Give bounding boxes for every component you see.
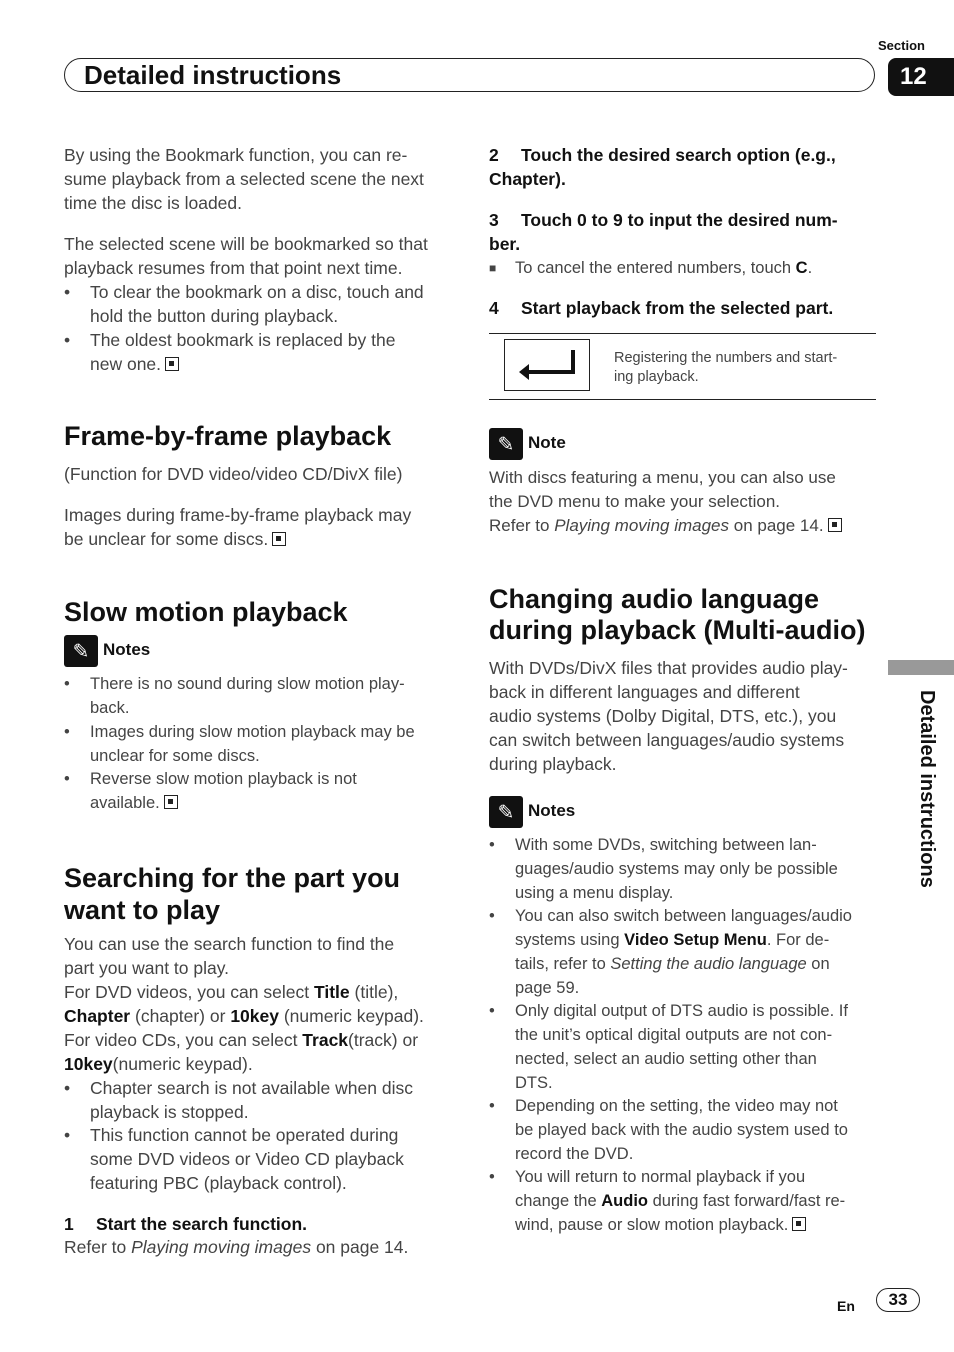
notes-label: Notes (103, 640, 151, 659)
list-item: • You can also switch between languages/audio systems using Video Setup Menu. For de- tails, refer to Setting the audio language on page 59. (489, 907, 852, 997)
list-item: • Chapter search is not available when disc playback is stopped. (64, 1078, 413, 1122)
audio-heading: Changing audio language during playback (Multi-audio) (489, 584, 866, 645)
page-number: 33 (876, 1288, 920, 1312)
list-item: • Only digital output of DTS audio is possible. If the unit’s optical digital outputs are not con- nected, select an audio setting other than DTS. (489, 1002, 848, 1092)
end-mark-icon (164, 795, 178, 809)
audio-paragraph: With DVDs/DivX files that provides audio play- back in different languages and different audio systems (Dolby Digital, DTS, etc.), you can switch between languages/audio systems during playback. (489, 658, 848, 774)
note-label: Note (528, 433, 566, 452)
bookmark-paragraph-2: The selected scene will be bookmarked so that playback resumes from that point next time. (64, 234, 428, 278)
list-item: • Depending on the setting, the video may not be played back with the audio system used to record the DVD. (489, 1097, 848, 1163)
list-item: • You will return to normal playback if you change the Audio during fast forward/fast re- wind, pause or slow motion playback. (489, 1168, 846, 1234)
divider (489, 333, 876, 334)
step-2: 2 Touch the desired search option (e.g., Chapter). (489, 145, 836, 189)
search-heading: Searching for the part you want to play (64, 863, 401, 925)
language-label: En (837, 1298, 855, 1314)
notes-label: Notes (528, 801, 576, 820)
enter-key-box (504, 339, 590, 391)
step-4: 4 Start playback from the selected part. (489, 298, 834, 318)
section-number-tab: 12 (888, 58, 954, 96)
list-item: ■ To cancel the entered numbers, touch C. (489, 259, 813, 277)
frame-paragraph-1: (Function for DVD video/video CD/DivX file) (64, 464, 403, 484)
frame-paragraph-2: Images during frame-by-frame playback may be unclear for some discs. (64, 505, 412, 549)
bookmark-paragraph-1: By using the Bookmark function, you can re- sume playback from a selected scene the next time the disc is loaded. (64, 145, 424, 213)
enter-key-icon (505, 340, 589, 390)
list-item: • The oldest bookmark is replaced by the new one. (64, 330, 396, 374)
frame-heading: Frame-by-frame playback (64, 421, 392, 451)
slow-heading: Slow motion playback (64, 597, 348, 627)
list-item: • Images during slow motion playback may be unclear for some discs. (64, 723, 415, 765)
note-paragraph: With discs featuring a menu, you can also use the DVD menu to make your selection. Refer to Playing moving images on page 14. (489, 466, 875, 538)
step-1-reference: Refer to Playing moving images on page 14. (64, 1237, 409, 1257)
divider (489, 399, 876, 400)
end-mark-icon (272, 532, 286, 546)
page-title: Detailed instructions (84, 60, 342, 90)
end-mark-icon (828, 518, 842, 532)
step-1: 1 Start the search function. (64, 1214, 308, 1234)
list-item: • Reverse slow motion playback is not available. (64, 770, 357, 812)
end-mark-icon (165, 357, 179, 371)
end-mark-icon (792, 1217, 806, 1231)
key-description: Registering the numbers and start- ing playback. (614, 350, 838, 385)
pencil-icon: ✎ (489, 428, 523, 460)
side-tab-label: Detailed instructions (916, 690, 938, 888)
search-paragraph: You can use the search function to find the part you want to play. For DVD videos, you can select Title (title), Chapter (chapter) or 10key (numeric keypad). For video CDs, you can select Track(track) or 10key(numeric keypad). (64, 934, 424, 1074)
list-item: • To clear the bookmark on a disc, touch and hold the button during playback. (64, 282, 424, 326)
section-label: Section (878, 38, 925, 53)
step-3: 3 Touch 0 to 9 to input the desired num- ber. (489, 210, 838, 254)
side-tab-marker (888, 660, 954, 675)
list-item: • There is no sound during slow motion play- back. (64, 675, 405, 717)
list-item: • This function cannot be operated during some DVD videos or Video CD playback featuring PBC (playback control). (64, 1125, 404, 1193)
pencil-icon: ✎ (64, 635, 98, 667)
pencil-icon: ✎ (489, 796, 523, 828)
list-item: • With some DVDs, switching between lan- guages/audio systems may only be possible using a menu display. (489, 836, 838, 902)
